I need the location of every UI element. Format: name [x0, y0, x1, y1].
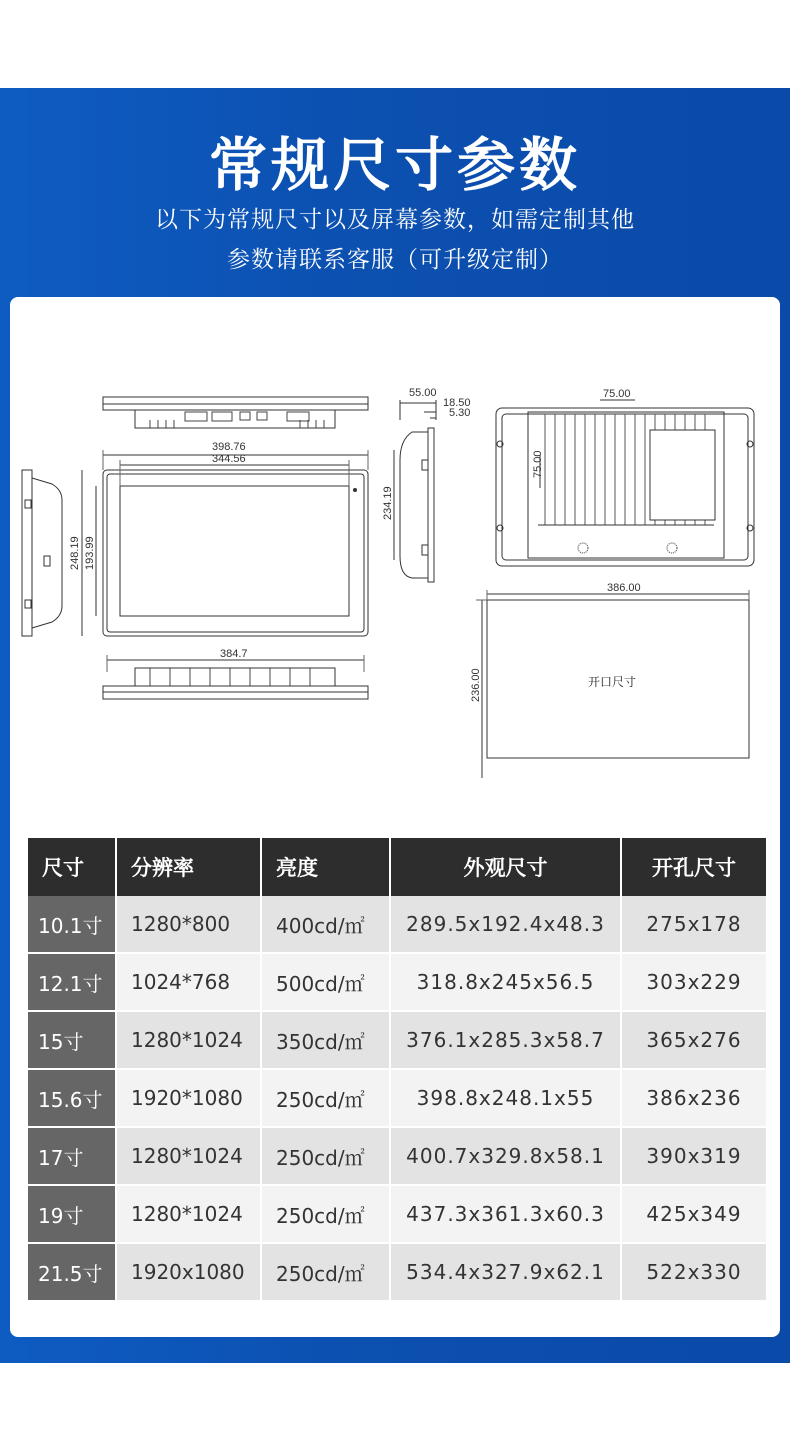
- cell-resolution: 1280*1024: [116, 1127, 261, 1185]
- cell-cutout: 365x276: [621, 1011, 766, 1069]
- dim-width-view: 344.56: [212, 453, 246, 465]
- cell-outline: 289.5x192.4x48.3: [390, 896, 621, 953]
- cell-outline: 400.7x329.8x58.1: [390, 1127, 621, 1185]
- dim-bezel: 18.50: [443, 397, 471, 409]
- cell-resolution: 1280*1024: [116, 1011, 261, 1069]
- table-row: [28, 896, 766, 953]
- cell-size: 15.6寸: [28, 1069, 116, 1127]
- cell-cutout: 390x319: [621, 1127, 766, 1185]
- dim-vesa-v: 75.00: [532, 450, 544, 478]
- dim-width-outer: 398.76: [212, 441, 246, 453]
- cell-outline: 376.1x285.3x58.7: [390, 1011, 621, 1069]
- front-view: [82, 450, 368, 636]
- subtitle-line-1: 以下为常规尺寸以及屏幕参数，如需定制其他: [155, 207, 635, 233]
- cutout-label: 开口尺寸: [588, 675, 637, 689]
- cell-resolution: 1280*800: [116, 896, 261, 953]
- cell-brightness: 400cd/㎡: [261, 896, 390, 953]
- bottom-view: [103, 655, 368, 699]
- right-side-view: [394, 400, 436, 582]
- cell-cutout: 275x178: [621, 896, 766, 953]
- table-row: [28, 1243, 766, 1301]
- header-size: 尺寸: [28, 838, 116, 896]
- page-title: 常规尺寸参数: [208, 131, 581, 199]
- cell-outline: 534.4x327.9x62.1: [390, 1243, 621, 1301]
- header-cutout: 开孔尺寸: [621, 838, 766, 896]
- table-row: [28, 1069, 766, 1127]
- cell-cutout: 522x330: [621, 1243, 766, 1301]
- cell-brightness: 350cd/㎡: [261, 1011, 390, 1069]
- dim-bottom-width: 384.7: [220, 648, 248, 660]
- cell-brightness: 250cd/㎡: [261, 1185, 390, 1243]
- cell-resolution: 1024*768: [116, 953, 261, 1011]
- cell-cutout: 386x236: [621, 1069, 766, 1127]
- dim-side-height: 234.19: [382, 486, 394, 520]
- header-resolution: 分辨率: [116, 838, 261, 896]
- table-row: [28, 1127, 766, 1185]
- cell-brightness: 500cd/㎡: [261, 953, 390, 1011]
- cell-resolution: 1920*1080: [116, 1069, 261, 1127]
- top-view: [103, 397, 368, 428]
- table-header-row: [28, 838, 766, 896]
- cell-outline: 398.8x248.1x55: [390, 1069, 621, 1127]
- cell-brightness: 250cd/㎡: [261, 1127, 390, 1185]
- cell-resolution: 1920x1080: [116, 1243, 261, 1301]
- dim-height-view: 193.99: [84, 536, 96, 570]
- cell-cutout: 425x349: [621, 1185, 766, 1243]
- cell-size: 15寸: [28, 1011, 116, 1069]
- dim-height-outer: 248.19: [69, 536, 81, 570]
- dim-vesa-h: 75.00: [603, 388, 631, 400]
- cell-size: 12.1寸: [28, 953, 116, 1011]
- dim-cutout-height: 236.00: [470, 668, 482, 702]
- cell-size: 17寸: [28, 1127, 116, 1185]
- cell-resolution: 1280*1024: [116, 1185, 261, 1243]
- dim-depth: 55.00: [409, 387, 437, 399]
- subtitle-line-2: 参数请联系客服（可升级定制）: [227, 247, 563, 273]
- cell-size: 10.1寸: [28, 896, 116, 953]
- spec-table: [28, 838, 766, 1302]
- cell-size: 19寸: [28, 1185, 116, 1243]
- cell-brightness: 250cd/㎡: [261, 1243, 390, 1301]
- dim-cutout-width: 386.00: [607, 582, 641, 594]
- header-outline: 外观尺寸: [390, 838, 621, 896]
- table-row: [28, 953, 766, 1011]
- cell-outline: 318.8x245x56.5: [390, 953, 621, 1011]
- rear-view: [496, 400, 754, 566]
- dim-bezel-small: 5.30: [449, 407, 471, 419]
- cell-outline: 437.3x361.3x60.3: [390, 1185, 621, 1243]
- cell-cutout: 303x229: [621, 953, 766, 1011]
- table-row: [28, 1011, 766, 1069]
- table-row: [28, 1185, 766, 1243]
- left-side-view: [22, 470, 62, 636]
- header-brightness: 亮度: [261, 838, 390, 896]
- cell-size: 21.5寸: [28, 1243, 116, 1301]
- cell-brightness: 250cd/㎡: [261, 1069, 390, 1127]
